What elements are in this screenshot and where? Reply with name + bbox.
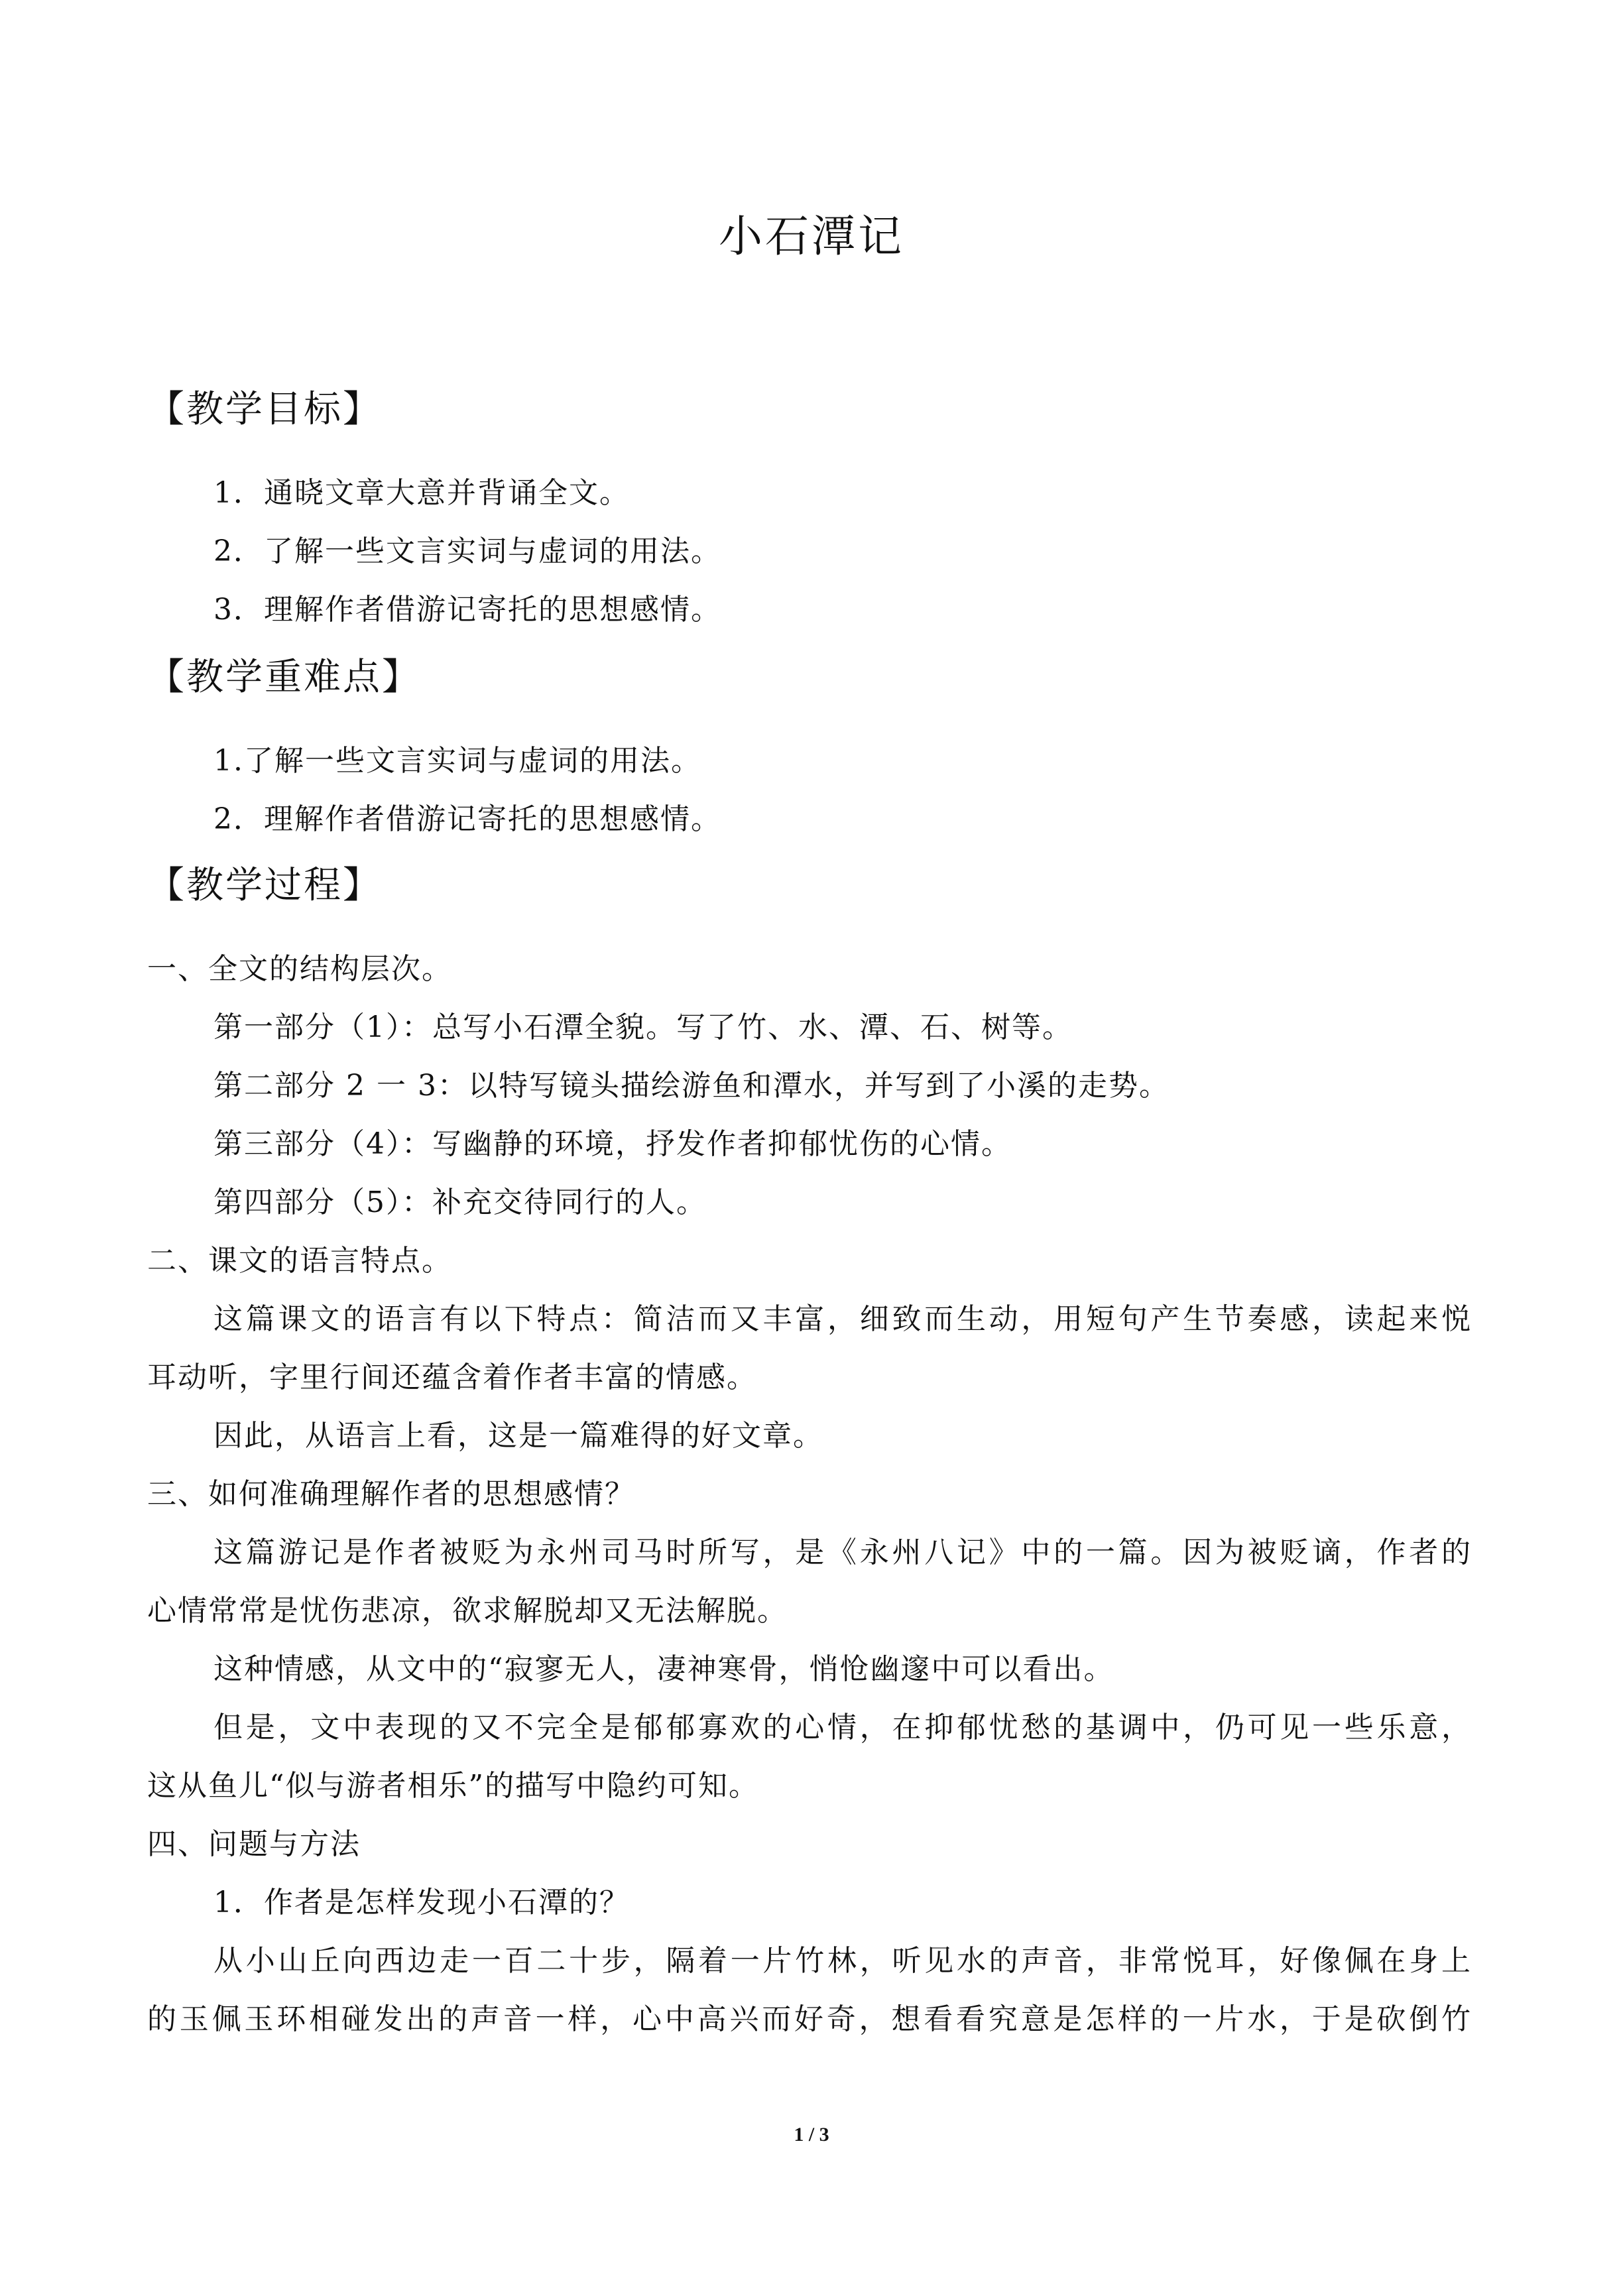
paragraph-line: 这种情感，从文中的“寂寥无人，凄神寒骨，悄怆幽邃中可以看出。 (213, 1652, 1114, 1686)
section-title: 四、问题与方法 (147, 1827, 361, 1861)
structure-line: 第二部分 2 一 3：以特写镜头描绘游鱼和潭水，并写到了小溪的走势。 (213, 1069, 1170, 1103)
paragraph-line: 耳动听，字里行间还蕴含着作者丰富的情感。 (147, 1360, 757, 1394)
structure-line: 第四部分（5）：补充交待同行的人。 (213, 1185, 707, 1219)
heading-process: 【教学过程】 (147, 864, 382, 907)
section-title: 二、课文的语言特点。 (147, 1244, 452, 1278)
structure-line: 第三部分（4）：写幽静的环境，抒发作者抑郁忧伤的心情。 (213, 1127, 1012, 1161)
heading-objectives: 【教学目标】 (147, 388, 382, 431)
paragraph-line: 这从鱼儿“似与游者相乐”的描写中隐约可知。 (147, 1769, 759, 1803)
page-number: 1 / 3 (794, 2124, 829, 2145)
question-line: 1．作者是怎样发现小石潭的？ (213, 1886, 630, 1919)
paragraph-line: 这篇课文的语言有以下特点：简洁而又丰富，细致而生动，用短句产生节奏感，读起来悦 (213, 1302, 1472, 1336)
document-title: 小石潭记 (719, 211, 904, 262)
paragraph-line: 因此，从语言上看，这是一篇难得的好文章。 (213, 1419, 823, 1453)
heading-key-points: 【教学重难点】 (147, 656, 421, 699)
paragraph-line: 这篇游记是作者被贬为永州司马时所写，是《永州八记》中的一篇。因为被贬谪，作者的 (213, 1536, 1472, 1569)
objective-item: 1．通晓文章大意并背诵全文。 (213, 476, 630, 510)
paragraph-line: 心情常常是忧伤悲凉，欲求解脱却又无法解脱。 (147, 1594, 788, 1628)
paragraph-line: 从小山丘向西边走一百二十步，隔着一片竹林，听见水的声音，非常悦耳，好像佩在身上 (213, 1944, 1472, 1978)
structure-line: 第一部分（1）：总写小石潭全貌。写了竹、水、潭、石、树等。 (213, 1010, 1073, 1044)
paragraph-line: 但是，文中表现的又不完全是郁郁寡欢的心情，在抑郁忧愁的基调中，仍可见一些乐意， (213, 1711, 1472, 1744)
paragraph-line: 的玉佩玉环相碰发出的声音一样，心中高兴而好奇，想看看究意是怎样的一片水，于是砍倒竹 (147, 2002, 1472, 2036)
section-title: 一、全文的结构层次。 (147, 952, 452, 986)
section-title: 三、如何准确理解作者的思想感情？ (147, 1477, 635, 1511)
key-point-item: 1.了解一些文言实词与虚词的用法。 (213, 744, 701, 778)
objective-item: 2．了解一些文言实词与虚词的用法。 (213, 534, 721, 568)
objective-item: 3．理解作者借游记寄托的思想感情。 (213, 593, 721, 627)
key-point-item: 2．理解作者借游记寄托的思想感情。 (213, 802, 721, 836)
